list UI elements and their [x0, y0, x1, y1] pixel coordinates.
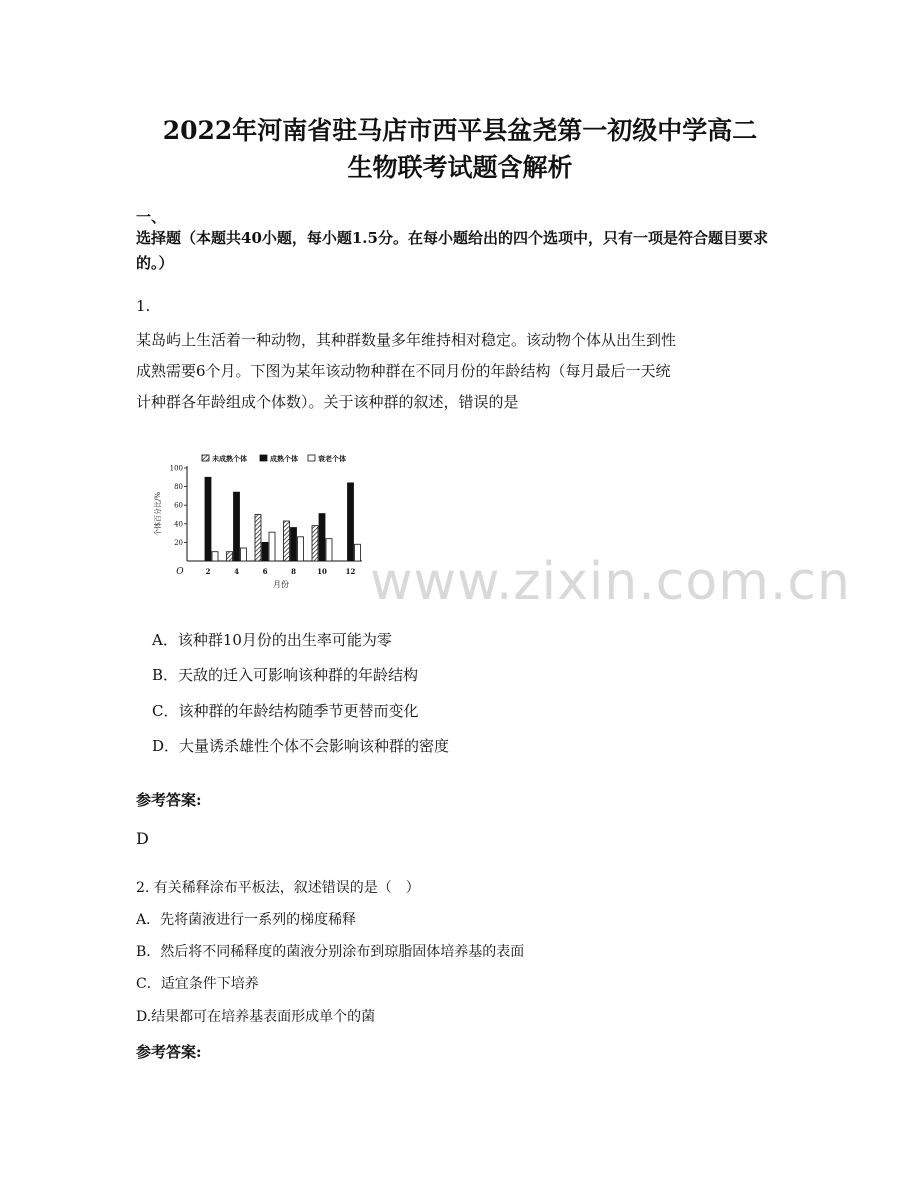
bar-solid: [319, 514, 325, 561]
x-axis-label: 月份: [273, 580, 289, 589]
stem-line: 成熟需要6个月。下图为某年该动物种群在不同月份的年龄结构（每月最后一天统: [136, 362, 671, 380]
stem-line: 某岛屿上生活着一种动物，其种群数量多年维持相对稳定。该动物个体从出生到性: [136, 331, 677, 349]
bar-hatched: [284, 521, 290, 561]
q2-option-a[interactable]: A．先将菌液进行一系列的梯度稀释: [136, 912, 357, 928]
age-structure-chart: [140, 450, 380, 600]
question-1-stem: [136, 325, 796, 418]
section-number: 一、: [136, 208, 167, 226]
bar-solid: [234, 492, 240, 561]
y-tick-label: 100: [169, 464, 183, 473]
stem-line: 计种群各年龄组成个体数）。关于该种群的叙述，错误的是: [136, 393, 519, 411]
question-1-number: 1.: [136, 297, 151, 315]
origin-label: O: [176, 567, 184, 577]
x-tick-label: 6: [262, 567, 268, 576]
y-tick-label: 80: [174, 483, 183, 492]
bar-hatched: [227, 552, 233, 561]
bar-open: [298, 537, 304, 561]
title-line-2: 生物联考试题含解析: [347, 153, 573, 182]
watermark: www.zixin.com.cn: [370, 552, 851, 612]
q1-option-d[interactable]: D．大量诱杀雄性个体不会影响该种群的密度: [152, 737, 450, 755]
bar-solid: [348, 483, 354, 561]
legend-label: 未成熟个体: [212, 454, 247, 463]
q2-option-b[interactable]: B．然后将不同稀释度的菌液分别涂布到琼脂固体培养基的表面: [136, 944, 525, 960]
q1-option-a[interactable]: A．该种群10月份的出生率可能为零: [152, 631, 392, 649]
q1-option-b[interactable]: B．天敌的迁入可影响该种群的年龄结构: [152, 666, 419, 684]
x-tick-label: 8: [291, 567, 296, 576]
bar-open: [326, 539, 332, 561]
legend-swatch-solid: [260, 455, 267, 461]
bar-hatched: [312, 526, 318, 561]
legend-swatch-hatched: [202, 455, 209, 461]
answer-label-1: 参考答案:: [136, 791, 202, 809]
bar-open: [241, 548, 247, 561]
q1-option-c[interactable]: C．该种群的年龄结构随季节更替而变化: [152, 702, 419, 720]
bar-hatched: [255, 515, 261, 562]
x-tick-label: 2: [205, 567, 211, 576]
y-tick-label: 20: [174, 538, 183, 547]
legend-swatch-open: [308, 455, 315, 461]
bar-open: [355, 544, 361, 561]
x-tick-label: 12: [345, 567, 356, 576]
y-axis-label: 个体百分比/%: [154, 491, 162, 537]
question-2-stem: 2. 有关稀释涂布平板法，叙述错误的是（ ）: [136, 880, 420, 896]
q2-option-c[interactable]: C．适宜条件下培养: [136, 976, 259, 992]
bar-solid: [205, 477, 211, 561]
answer-1: D: [136, 829, 149, 848]
x-tick-label: 10: [317, 567, 327, 576]
y-tick-label: 40: [174, 520, 183, 529]
x-tick-label: 4: [234, 567, 239, 576]
bar-open: [269, 532, 275, 561]
bar-open: [212, 552, 218, 561]
q2-option-d[interactable]: D.结果都可在培养基表面形成单个的菌: [136, 1009, 376, 1025]
page-title: [120, 112, 800, 186]
answer-label-2: 参考答案:: [136, 1043, 202, 1061]
bar-solid: [262, 542, 268, 561]
bar-solid: [291, 528, 297, 561]
section-description: 选择题（本题共40小题，每小题1.5分。在每小题给出的四个选项中，只有一项是符合题目要求的。）: [136, 229, 768, 272]
title-line-1: 2022年河南省驻马店市西平县盆尧第一初级中学高二: [162, 116, 758, 145]
y-tick-label: 60: [174, 501, 183, 510]
legend-label: 成熟个体: [270, 454, 298, 463]
legend-label: 衰老个体: [318, 454, 346, 463]
